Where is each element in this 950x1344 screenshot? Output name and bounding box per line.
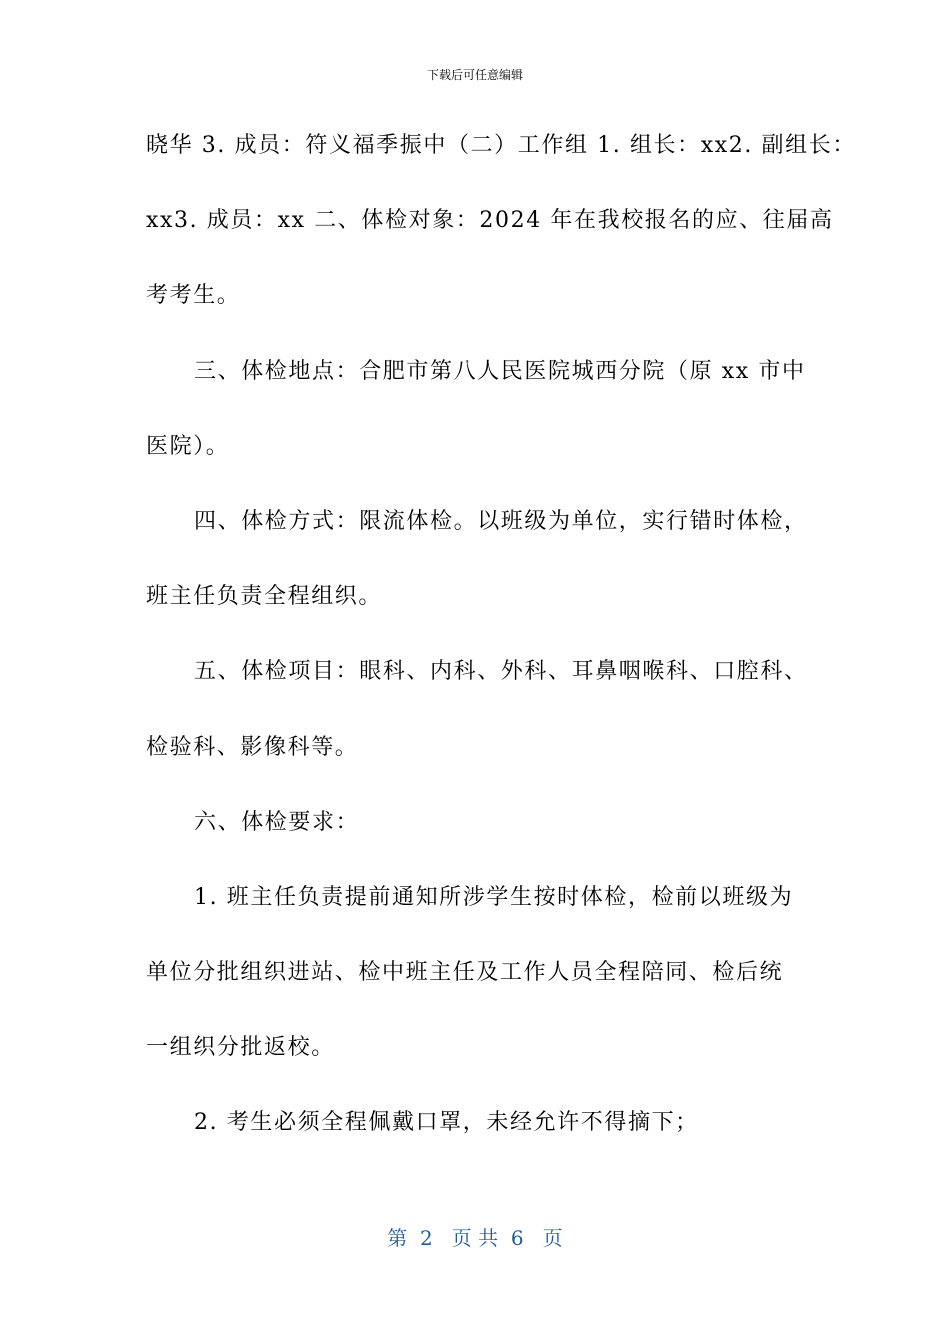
paragraph-line: 六、体检要求：: [194, 809, 360, 835]
paragraph-line: xx3. 成员：xx 二、体检对象：2024 年在我校报名的应、往届高: [146, 208, 834, 234]
paragraph-line: 单位分批组织进站、检中班主任及工作人员全程陪同、检后统: [146, 960, 784, 986]
paragraph-line: 五、体检项目：眼科、内科、外科、耳鼻咽喉科、口腔科、: [194, 659, 808, 685]
paragraph-line: 2. 考生必须全程佩戴口罩，未经允许不得摘下；: [194, 1110, 699, 1136]
page-header: 下载后可任意编辑: [426, 68, 523, 82]
document-body: [146, 120, 856, 1173]
paragraph-line: 晓华 3. 成员：符义福季振中（二）工作组 1. 组长：xx2. 副组长：: [146, 133, 856, 158]
paragraph-line: 一组织分批返校。: [146, 1035, 335, 1061]
page-number-footer: 第 2 页 共 6 页: [387, 1226, 563, 1250]
paragraph-line: 医院）。: [146, 433, 230, 459]
paragraph-line: 班主任负责全程组织。: [146, 584, 383, 610]
paragraph-line: 考考生。: [146, 283, 241, 309]
paragraph-line: 三、体检地点：合肥市第八人民医院城西分院（原 xx 市中: [194, 358, 806, 384]
paragraph-line: 四、体检方式：限流体检。以班级为单位，实行错时体检，: [194, 508, 808, 534]
paragraph-line: 1. 班主任负责提前通知所涉学生按时体检，检前以班级为: [194, 884, 794, 910]
paragraph-line: 检验科、影像科等。: [146, 734, 359, 760]
